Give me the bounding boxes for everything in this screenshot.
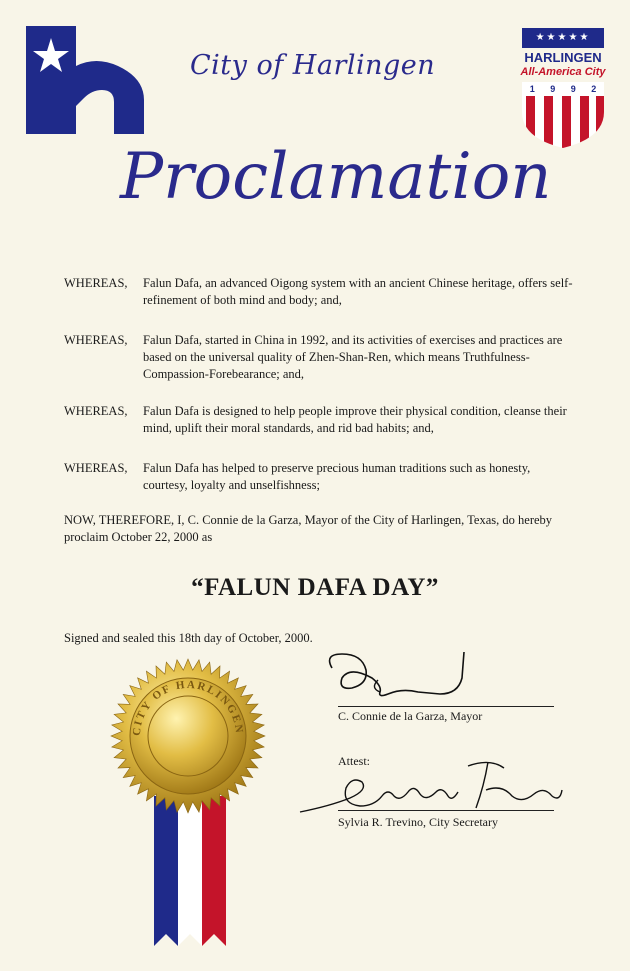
attest-label: Attest: [338,754,370,768]
whereas-text: Falun Dafa is designed to help people improve their physical condition, cleanse their mind, uplift their moral standards, and rid bad habits; and, [143,404,567,435]
whereas-text: Falun Dafa has helped to preserve precious human traditions such as honesty, courtesy, loyalty and unselfishness; [143,461,531,492]
badge-year [522,84,604,94]
whereas-clause [64,332,584,383]
whereas-keyword: WHEREAS, [64,276,128,290]
whereas-clause [64,275,584,309]
gold-seal-icon [110,658,266,814]
seal-text: CITY OF HARLINGEN [130,678,246,737]
harlingen-h-logo-icon [26,26,144,134]
secretary-signature-line [338,810,554,811]
whereas-keyword: WHEREAS, [64,404,128,418]
whereas-text: Falun Dafa, an advanced Oigong system with an ancient Chinese heritage, offers self-refinement of both mind and body; and, [143,276,573,307]
ribbon-icon [154,796,226,946]
whereas-keyword: WHEREAS, [64,461,128,475]
therefore-statement: NOW, THEREFORE, I, C. Connie de la Garza, Mayor of the City of Harlingen, Texas, do hereby proclaim October 22, 2000 as [64,513,553,544]
city-title: City of Harlingen [190,50,436,81]
badge-year-digit: 1 [529,84,535,94]
badge-year-digit: 2 [591,84,597,94]
all-america-city-badge [518,24,608,148]
signed-date-text: Signed and sealed this 18th day of October, 2000. [64,631,313,645]
secretary-name: Sylvia R. Trevino, City Secretary [338,815,498,829]
proclamation-title: Proclamation [120,140,552,214]
proclaimed-day-title: “FALUN DAFA DAY” [191,574,439,601]
badge-year-digit: 9 [550,84,556,94]
whereas-clause [64,403,584,437]
badge-year-digit: 9 [570,84,576,94]
mayor-signature-icon [322,648,472,708]
whereas-text: Falun Dafa, started in China in 1992, and its activities of exercises and practices are based on the universal quality of Zhen-Shan-Ren, which means Truthfulness-Compassion-Forebearance; and, [143,333,563,381]
whereas-keyword: WHEREAS, [64,333,128,347]
badge-name: HARLINGEN [524,50,602,65]
badge-subtitle: All-America City [520,66,606,78]
badge-stars: ★★★★★ [522,28,604,48]
mayor-signature-line [338,706,554,707]
whereas-clause [64,460,584,494]
mayor-name: C. Connie de la Garza, Mayor [338,709,483,723]
